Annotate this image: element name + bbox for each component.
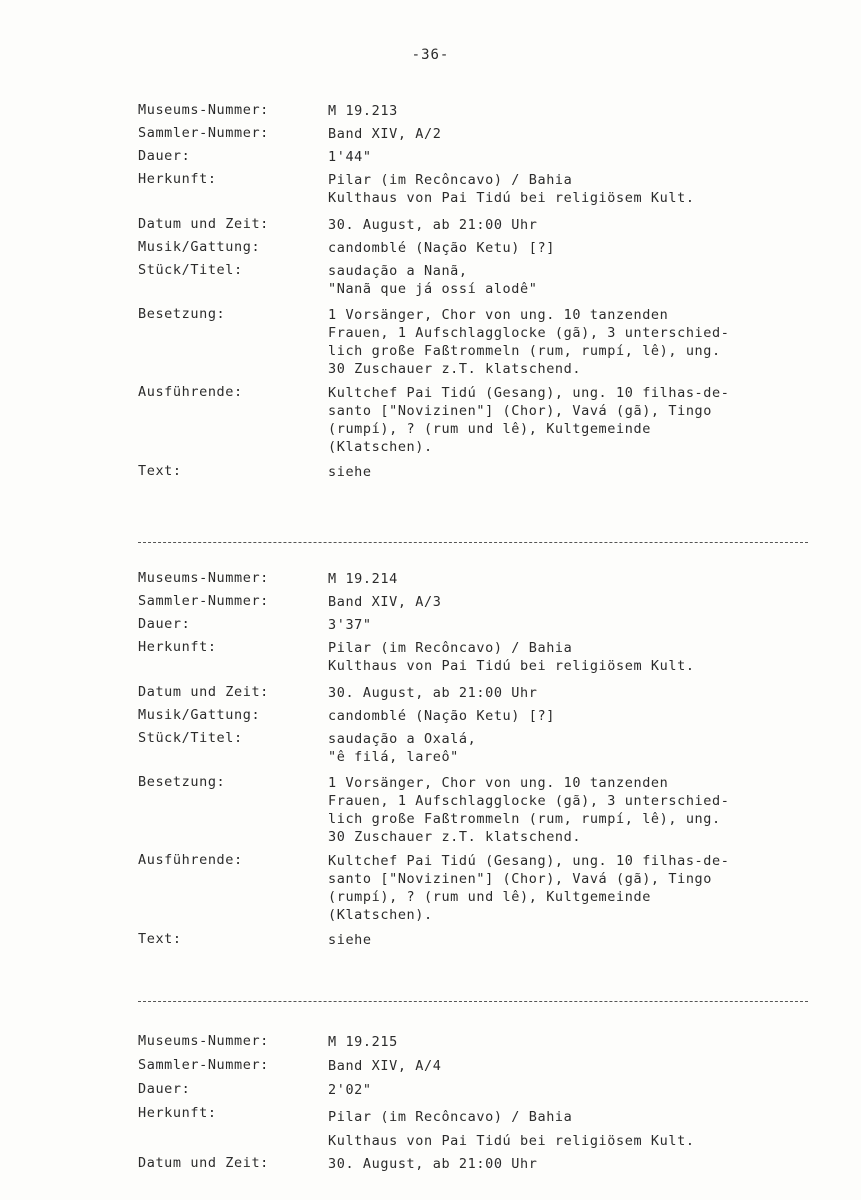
value-duration: 3'37" [328, 617, 372, 633]
label-collector-number: Sammler-Nummer: [138, 593, 269, 609]
value-line: Kultchef Pai Tidú (Gesang), ung. 10 filhas-de- [328, 853, 730, 869]
label-collector-number: Sammler-Nummer: [138, 125, 269, 141]
row-duration [138, 1081, 818, 1105]
row-origin [138, 1105, 818, 1155]
row-instrumentation [138, 306, 818, 384]
row-collector-number [138, 125, 818, 148]
value-museum-number: M 19.213 [328, 103, 398, 119]
label-museum-number: Museums-Nummer: [138, 1033, 269, 1049]
value-line: lich große Faßtrommeln (rum, rumpí, lê), ung. [328, 343, 721, 359]
row-museum-number [138, 102, 818, 125]
value-origin [328, 639, 818, 675]
value-collector-number: Band XIV, A/3 [328, 594, 442, 610]
label-museum-number: Museums-Nummer: [138, 570, 269, 586]
value-line: (rumpí), ? (rum und lê), Kultgemeinde [328, 421, 651, 437]
value-performers [328, 384, 818, 456]
value-line: santo ["Novizinen"] (Chor), Vavá (gã), Tingo [328, 871, 713, 887]
value-line: Pilar (im Recôncavo) / Bahia [328, 1109, 573, 1125]
value-line: Kulthaus von Pai Tidú bei religiösem Kult. [328, 190, 695, 206]
value-line: Kulthaus von Pai Tidú bei religiösem Kult. [328, 1133, 695, 1149]
label-date: Datum und Zeit: [138, 1155, 269, 1171]
row-date [138, 216, 818, 239]
value-line: "Nanã que já ossí alodê" [328, 281, 538, 297]
value-line: lich große Faßtrommeln (rum, rumpí, lê), ung. [328, 811, 721, 827]
value-line: (Klatschen). [328, 439, 433, 455]
value-line: Kulthaus von Pai Tidú bei religiösem Kult. [328, 658, 695, 674]
label-genre: Musik/Gattung: [138, 239, 261, 255]
row-instrumentation [138, 774, 818, 852]
value-line: santo ["Novizinen"] (Chor), Vavá (gã), Tingo [328, 403, 713, 419]
label-title: Stück/Titel: [138, 262, 243, 278]
value-line: Pilar (im Recôncavo) / Bahia [328, 172, 573, 188]
entry-separator [138, 542, 808, 543]
label-date: Datum und Zeit: [138, 216, 269, 232]
value-date: 30. August, ab 21:00 Uhr [328, 685, 538, 701]
row-duration [138, 616, 818, 639]
label-duration: Dauer: [138, 616, 191, 632]
value-duration: 1'44" [328, 149, 372, 165]
catalog-entry-1 [138, 102, 818, 486]
label-origin: Herkunft: [138, 171, 217, 187]
value-collector-number: Band XIV, A/4 [328, 1058, 442, 1074]
row-genre [138, 239, 818, 262]
label-performers: Ausführende: [138, 852, 243, 868]
row-origin [138, 639, 818, 684]
value-origin [328, 1105, 818, 1153]
row-origin [138, 171, 818, 216]
page-number: -36- [411, 47, 450, 63]
label-performers: Ausführende: [138, 384, 243, 400]
value-line: saudação a Nanã, [328, 263, 468, 279]
value-line: saudação a Oxalá, [328, 731, 477, 747]
row-collector-number [138, 593, 818, 616]
value-line: 1 Vorsänger, Chor von ung. 10 tanzenden [328, 307, 669, 323]
row-text [138, 931, 818, 954]
value-museum-number: M 19.215 [328, 1034, 398, 1050]
label-text: Text: [138, 931, 182, 947]
label-duration: Dauer: [138, 1081, 191, 1097]
value-duration: 2'02" [328, 1082, 372, 1098]
row-title [138, 262, 818, 306]
label-instrumentation: Besetzung: [138, 306, 226, 322]
row-museum-number [138, 570, 818, 593]
row-performers [138, 384, 818, 463]
value-line: Frauen, 1 Aufschlagglocke (gã), 3 unterschied- [328, 793, 730, 809]
label-museum-number: Museums-Nummer: [138, 102, 269, 118]
label-title: Stück/Titel: [138, 730, 243, 746]
value-genre: candomblé (Nação Ketu) [?] [328, 708, 555, 724]
value-genre: candomblé (Nação Ketu) [?] [328, 240, 555, 256]
value-origin [328, 171, 818, 207]
label-date: Datum und Zeit: [138, 684, 269, 700]
label-text: Text: [138, 463, 182, 479]
value-text: siehe [328, 932, 372, 948]
label-instrumentation: Besetzung: [138, 774, 226, 790]
label-origin: Herkunft: [138, 1105, 217, 1121]
label-duration: Dauer: [138, 148, 191, 164]
value-line: Kultchef Pai Tidú (Gesang), ung. 10 filhas-de- [328, 385, 730, 401]
value-museum-number: M 19.214 [328, 571, 398, 587]
row-date [138, 1155, 818, 1179]
label-collector-number: Sammler-Nummer: [138, 1057, 269, 1073]
value-line: 1 Vorsänger, Chor von ung. 10 tanzenden [328, 775, 669, 791]
value-line: (rumpí), ? (rum und lê), Kultgemeinde [328, 889, 651, 905]
row-date [138, 684, 818, 707]
value-line: Frauen, 1 Aufschlagglocke (gã), 3 unterschied- [328, 325, 730, 341]
value-line: (Klatschen). [328, 907, 433, 923]
value-line: Pilar (im Recôncavo) / Bahia [328, 640, 573, 656]
label-origin: Herkunft: [138, 639, 217, 655]
value-instrumentation [328, 306, 818, 378]
row-museum-number [138, 1033, 818, 1057]
value-date: 30. August, ab 21:00 Uhr [328, 1156, 538, 1172]
value-instrumentation [328, 774, 818, 846]
row-genre [138, 707, 818, 730]
value-collector-number: Band XIV, A/2 [328, 126, 442, 142]
value-line: 30 Zuschauer z.T. klatschend. [328, 361, 582, 377]
row-performers [138, 852, 818, 931]
value-performers [328, 852, 818, 924]
row-collector-number [138, 1057, 818, 1081]
value-line: "ê filá, lareô" [328, 749, 459, 765]
row-title [138, 730, 818, 774]
label-genre: Musik/Gattung: [138, 707, 261, 723]
value-line: 30 Zuschauer z.T. klatschend. [328, 829, 582, 845]
value-text: siehe [328, 464, 372, 480]
row-text [138, 463, 818, 486]
catalog-entry-3 [138, 1033, 818, 1179]
row-duration [138, 148, 818, 171]
value-title [328, 262, 818, 298]
value-title [328, 730, 818, 766]
catalog-entry-2 [138, 570, 818, 954]
entry-separator [138, 1001, 808, 1002]
value-date: 30. August, ab 21:00 Uhr [328, 217, 538, 233]
